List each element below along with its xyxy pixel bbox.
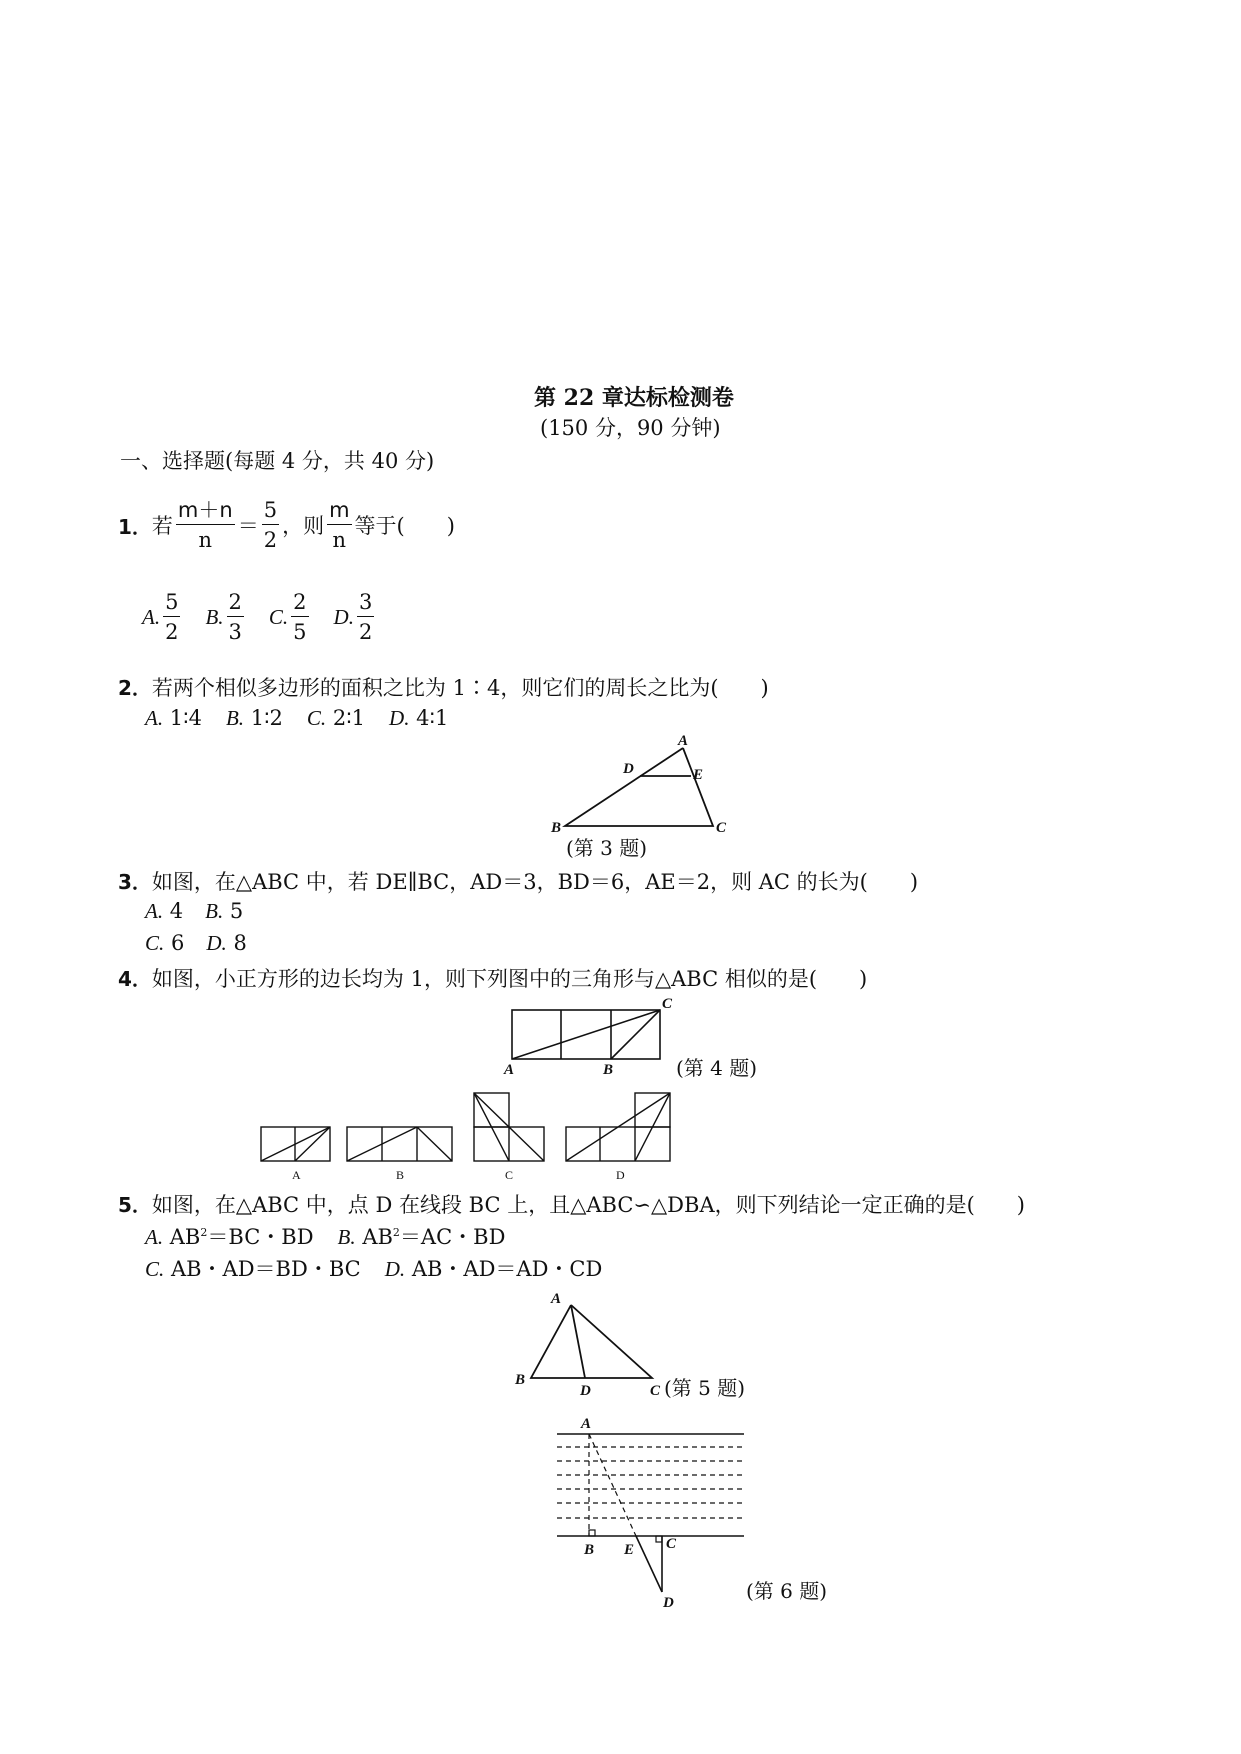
option-text: 6: [170, 931, 185, 955]
option-label: A.: [145, 899, 164, 923]
option-label: D.: [384, 1257, 406, 1281]
option-text: 5: [229, 899, 244, 923]
point-label-c: C: [662, 996, 673, 1012]
option-text: 8: [233, 931, 247, 955]
point-label-b: B: [515, 1372, 526, 1388]
fraction-numerator: 5: [163, 588, 180, 617]
segment-ae: [589, 1434, 636, 1536]
page-title: 第 22 章达标检测卷: [534, 385, 734, 411]
fraction-denominator: 5: [293, 620, 307, 644]
question-text: 如图，在△ABC 中，若 DE∥BC，AD＝3，BD＝6，AE＝2，则 AC 的长为( ): [151, 870, 919, 894]
option-text: 2∶1: [332, 706, 366, 730]
fraction-denominator: n: [198, 527, 213, 552]
point-label-e: E: [693, 767, 704, 783]
option-label: C.: [268, 605, 289, 629]
option-text: 1∶2: [250, 706, 283, 730]
option-text: AB・AD＝AD・CD: [411, 1257, 603, 1281]
point-label-a: A: [551, 1291, 562, 1307]
fraction-denominator: 2: [165, 620, 179, 644]
fraction-denominator: 2: [358, 620, 373, 644]
figure-caption: (第 4 题): [676, 1056, 758, 1080]
fraction-numerator: 2: [227, 588, 244, 617]
section-heading: 一、选择题(每题 4 分，共 40 分): [120, 449, 435, 473]
option-text: 4∶1: [416, 706, 449, 730]
point-label-c: C: [650, 1383, 661, 1399]
choice-label-d: D: [616, 1168, 625, 1182]
question-number: 4．: [118, 967, 152, 991]
fraction-numerator: 5: [262, 496, 279, 525]
choice-label-b: B: [396, 1168, 405, 1182]
point-label-b: B: [584, 1542, 595, 1558]
option-text: 4: [169, 899, 184, 923]
point-label-d: D: [580, 1383, 591, 1399]
question-number: 1．: [118, 514, 152, 539]
question-number: 5．: [118, 1193, 152, 1217]
right-angle-mark-b: [589, 1530, 595, 1536]
fraction-denominator: 3: [228, 620, 242, 644]
option-label: B.: [337, 1225, 356, 1249]
option-label: D.: [206, 931, 227, 955]
option-label: B.: [225, 706, 245, 730]
option-label: D.: [333, 605, 354, 629]
option-label: C.: [145, 1257, 165, 1281]
segment-ed: [636, 1536, 662, 1592]
option-label: D.: [389, 706, 410, 730]
figure-caption: (第 6 题): [746, 1579, 828, 1603]
fraction-numerator: m: [327, 496, 351, 525]
option-text: ＝BC・BD: [207, 1225, 314, 1249]
point-label-c: C: [666, 1536, 677, 1552]
fraction-numerator: 2: [291, 588, 308, 617]
point-label-b: B: [551, 820, 562, 836]
option-label: B.: [205, 605, 224, 629]
fraction-denominator: n: [332, 527, 347, 552]
superscript: 2: [392, 1226, 400, 1239]
point-label-c: C: [716, 820, 727, 836]
figure-caption: (第 5 题): [664, 1376, 746, 1400]
question-text: 若两个相似多边形的面积之比为 1∶4，则它们的周长之比为( ): [151, 676, 769, 700]
right-angle-mark-c: [656, 1536, 662, 1542]
question-number: 3．: [118, 870, 152, 894]
point-label-a: A: [581, 1416, 592, 1432]
choice-label-a: A: [292, 1168, 301, 1182]
point-label-b: B: [603, 1062, 614, 1078]
point-label-d: D: [623, 761, 634, 777]
option-label: A.: [145, 706, 164, 730]
option-label: C.: [145, 931, 165, 955]
option-text: AB・AD＝BD・BC: [170, 1257, 361, 1281]
q1-suffix: 等于( ): [354, 514, 455, 538]
question-number: 2．: [118, 676, 152, 700]
fraction-numerator: 3: [357, 588, 374, 617]
point-label-e: E: [624, 1542, 635, 1558]
superscript: 2: [200, 1226, 208, 1239]
q1-prefix: 若: [151, 514, 173, 538]
point-label-a: A: [678, 733, 689, 749]
point-label-d: D: [663, 1595, 674, 1611]
q1-middle: ，则: [282, 514, 325, 538]
option-text: ＝AC・BD: [399, 1225, 506, 1249]
equals-sign: ＝: [237, 514, 259, 538]
page-subtitle: (150 分，90 分钟): [540, 416, 721, 440]
point-label-a: A: [504, 1062, 515, 1078]
option-text: AB: [169, 1225, 201, 1249]
fraction-numerator: m＋n: [176, 496, 235, 525]
option-label: A.: [145, 1225, 164, 1249]
option-text: AB: [362, 1225, 393, 1249]
fraction-denominator: 2: [263, 527, 278, 552]
option-label: B.: [205, 899, 224, 923]
question-text: 如图，小正方形的边长均为 1，则下列图中的三角形与△ABC 相似的是( ): [151, 967, 868, 991]
question-text: 如图，在△ABC 中，点 D 在线段 BC 上，且△ABC∽△DBA，则下列结论一定正确的是( ): [151, 1193, 1025, 1217]
choice-label-c: C: [505, 1168, 514, 1182]
option-label: A.: [142, 605, 161, 629]
figure-caption: (第 3 题): [566, 836, 648, 860]
option-label: C.: [306, 706, 327, 730]
option-text: 1∶4: [169, 706, 202, 730]
